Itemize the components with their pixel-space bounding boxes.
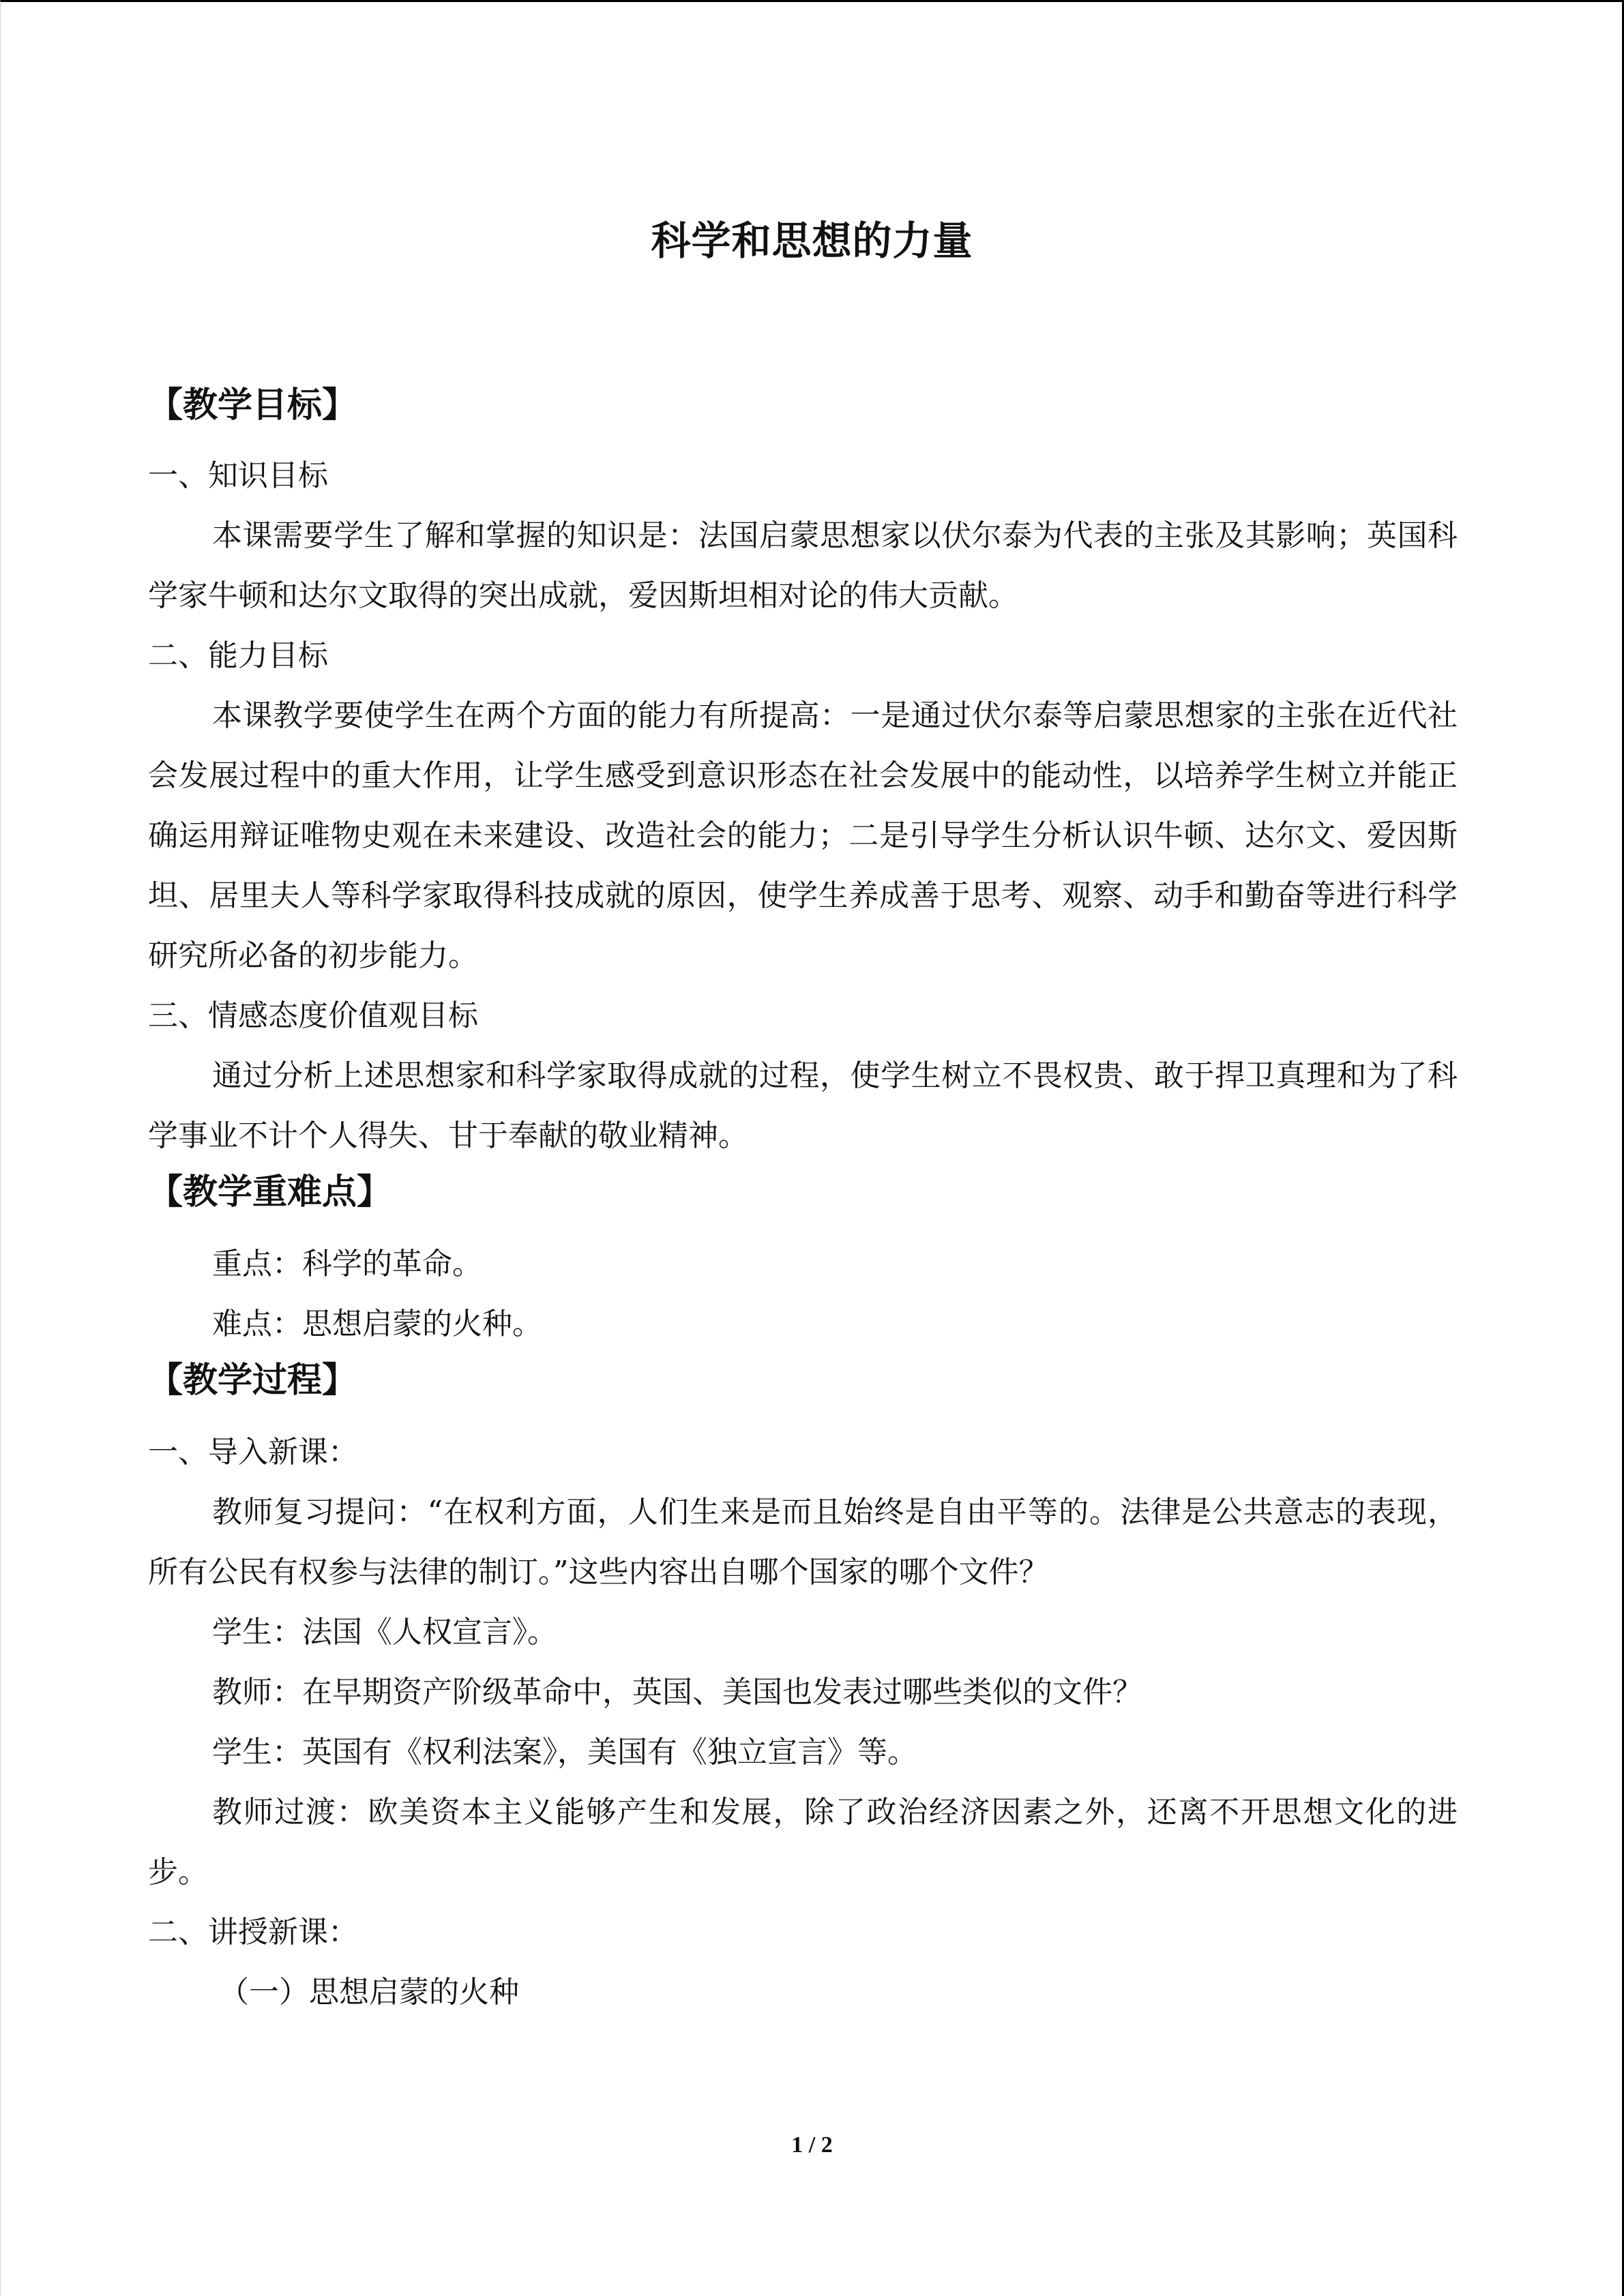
new-lesson-title: 二、讲授新课： bbox=[148, 1915, 358, 1950]
teacher-transition: 教师过渡：欧美资本主义能够产生和发展，除了政治经济因素之外，还离不开思想文化的进步。 bbox=[148, 1795, 1458, 1890]
knowledge-goal-text: 本课需要学生了解和掌握的知识是：法国启蒙思想家以伏尔泰为代表的主张及其影响；英国科学家牛顿和达尔文取得的突出成就，爱因斯坦相对论的伟大贡献。 bbox=[148, 518, 1458, 613]
document-title: 科学和思想的力量 bbox=[651, 218, 973, 264]
teacher-question-2: 教师：在早期资产阶级革命中，英国、美国也发表过哪些类似的文件？ bbox=[212, 1675, 1142, 1710]
subsection-title-1: （一）思想启蒙的火种 bbox=[219, 1975, 519, 2010]
knowledge-goal-title: 一、知识目标 bbox=[148, 458, 328, 493]
student-answer-2: 学生：英国有《权利法案》，美国有《独立宣言》等。 bbox=[212, 1735, 917, 1770]
teacher-question-1: 教师复习提问：“在权利方面，人们生来是而且始终是自由平等的。法律是公共意志的表现，所有公民有权参与法律的制订。”这些内容出自哪个国家的哪个文件？ bbox=[148, 1495, 1458, 1590]
difficulty-text: 难点：思想启蒙的火种。 bbox=[212, 1307, 542, 1341]
ability-goal-title: 二、能力目标 bbox=[148, 638, 328, 673]
student-answer-1: 学生：法国《人权宣言》。 bbox=[212, 1615, 557, 1650]
section-heading-key-points: 【教学重难点】 bbox=[148, 1172, 392, 1212]
key-point-text: 重点：科学的革命。 bbox=[212, 1247, 482, 1281]
section-heading-goals: 【教学目标】 bbox=[148, 385, 357, 426]
section-heading-process: 【教学过程】 bbox=[148, 1360, 357, 1401]
document-body bbox=[148, 382, 1458, 2023]
emotion-goal-title: 三、情感态度价值观目标 bbox=[148, 998, 478, 1033]
page-number: 1 / 2 bbox=[791, 2132, 833, 2158]
ability-goal-text: 本课教学要使学生在两个方面的能力有所提高：一是通过伏尔泰等启蒙思想家的主张在近代社会发展过程中的重大作用，让学生感受到意识形态在社会发展中的能动性，以培养学生树立并能正确运用辩证唯物史观在未来建设、改造社会的能力；二是引导学生分析认识牛顿、达尔文、爱因斯坦、居里夫人等科学家取得科技成就的原因，使学生养成善于思考、观察、动手和勤奋等进行科学研究所必备的初步能力。 bbox=[148, 698, 1458, 973]
emotion-goal-text: 通过分析上述思想家和科学家取得成就的过程，使学生树立不畏权贵、敢于捍卫真理和为了科学事业不计个人得失、甘于奉献的敬业精神。 bbox=[148, 1058, 1458, 1153]
intro-title: 一、导入新课： bbox=[148, 1435, 358, 1470]
